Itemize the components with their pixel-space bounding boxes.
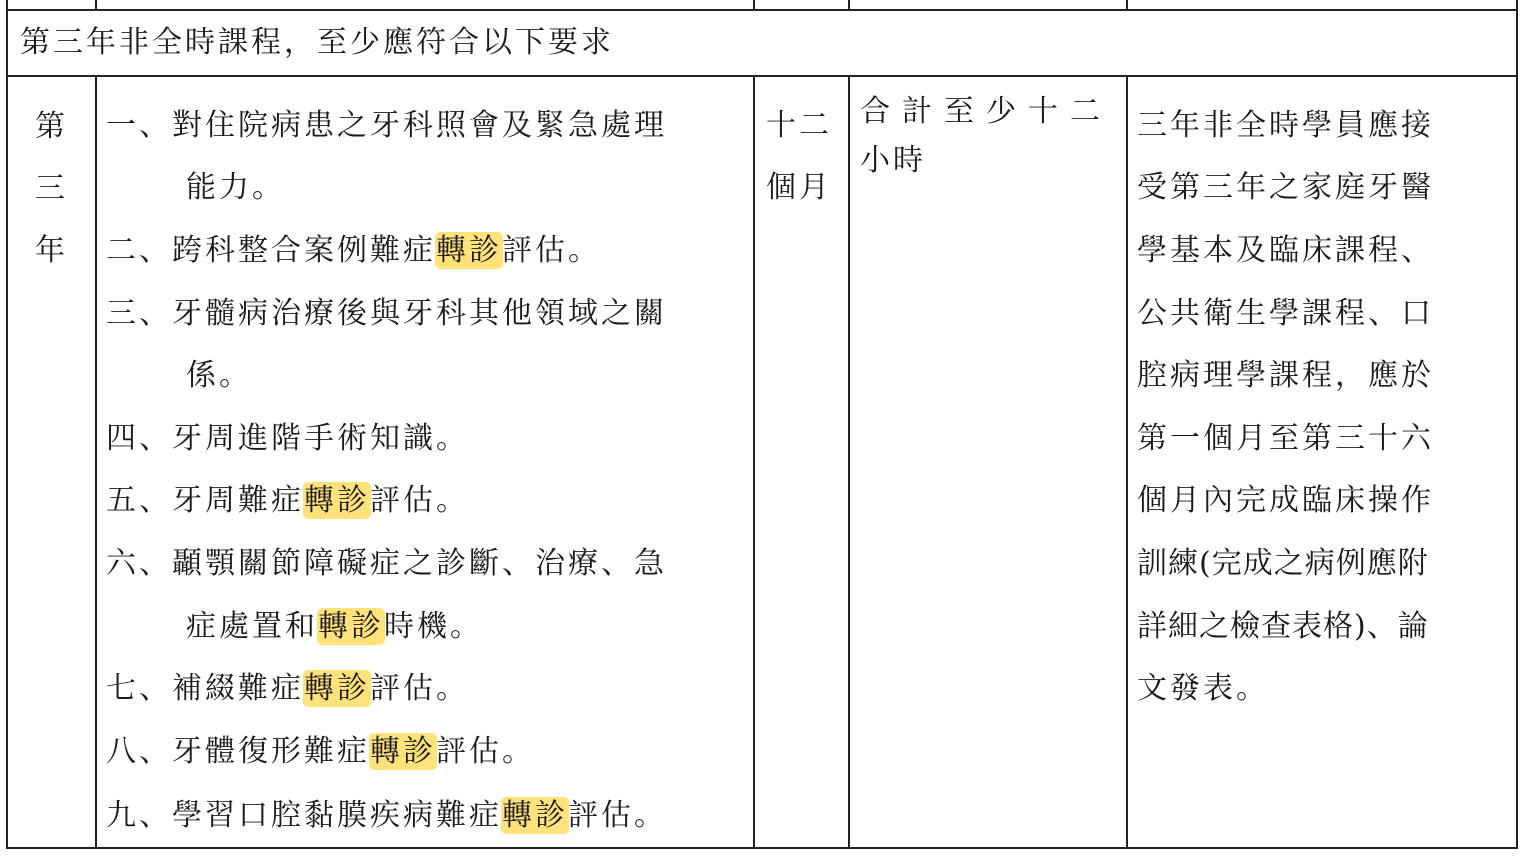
list-item: 二、跨科整合案例難症轉診評估。 <box>106 233 601 268</box>
list-item-continuation: 係。 <box>186 358 252 393</box>
note-line: 三年非全時學員應接 <box>1137 108 1434 143</box>
column-divider-2-top <box>753 0 755 10</box>
list-item-continuation: 能力。 <box>186 170 285 205</box>
note-line: 個月內完成臨床操作 <box>1137 483 1434 518</box>
duration-line: 十二 <box>766 108 832 143</box>
note-line: 文發表。 <box>1137 671 1269 706</box>
highlighted-term: 轉診 <box>304 483 370 518</box>
table-rule-bottom <box>6 847 1518 849</box>
table-rule-header-bottom <box>6 75 1518 77</box>
duration-line: 個月 <box>766 170 832 205</box>
note-line: 詳細之檢查表格)、論 <box>1137 609 1429 644</box>
year-label <box>30 96 70 282</box>
highlighted-term: 轉診 <box>370 734 436 769</box>
list-item: 八、牙體復形難症轉診評估。 <box>106 734 535 769</box>
hours-line: 小時 <box>860 143 926 178</box>
section-header: 第三年非全時課程，至少應符合以下要求 <box>20 25 614 60</box>
column-divider-2 <box>753 75 755 849</box>
list-item: 一、對住院病患之牙科照會及緊急處理 <box>106 108 667 143</box>
list-item-continuation: 症處置和轉診時機。 <box>186 609 483 644</box>
year-label-char: 三 <box>35 171 65 206</box>
note-line: 公共衛生學課程、口 <box>1137 296 1434 331</box>
year-label-char: 年 <box>35 233 65 268</box>
highlighted-term: 轉診 <box>304 671 370 706</box>
column-divider-1-top <box>95 0 97 10</box>
note-line: 訓練(完成之病例應附 <box>1137 546 1429 581</box>
note-line: 第一個月至第三十六 <box>1137 421 1434 456</box>
year-label-char: 第 <box>35 109 65 144</box>
table-rule-top <box>6 9 1518 11</box>
list-item: 九、學習口腔黏膜疾病難症轉診評估。 <box>106 798 667 833</box>
column-divider-4 <box>1126 75 1128 849</box>
column-divider-4-top <box>1126 0 1128 10</box>
note-line: 受第三年之家庭牙醫 <box>1137 170 1434 205</box>
column-divider-3-top <box>848 0 850 10</box>
note-line: 學基本及臨床課程、 <box>1137 233 1434 268</box>
table-border-left <box>6 0 8 849</box>
list-item: 四、牙周進階手術知識。 <box>106 421 469 456</box>
note-line: 腔病理學課程，應於 <box>1137 358 1434 393</box>
list-item: 七、補綴難症轉診評估。 <box>106 671 469 706</box>
list-item: 六、顳顎關節障礙症之診斷、治療、急 <box>106 546 667 581</box>
list-item: 三、牙髓病治療後與牙科其他領域之關 <box>106 296 667 331</box>
table-border-right <box>1516 0 1518 849</box>
column-divider-3 <box>848 75 850 849</box>
highlighted-term: 轉診 <box>436 233 502 268</box>
column-divider-1 <box>95 75 97 849</box>
highlighted-term: 轉診 <box>502 798 568 833</box>
highlighted-term: 轉診 <box>318 609 384 644</box>
hours-line: 合計至少十二 <box>860 94 1112 129</box>
list-item: 五、牙周難症轉診評估。 <box>106 483 469 518</box>
